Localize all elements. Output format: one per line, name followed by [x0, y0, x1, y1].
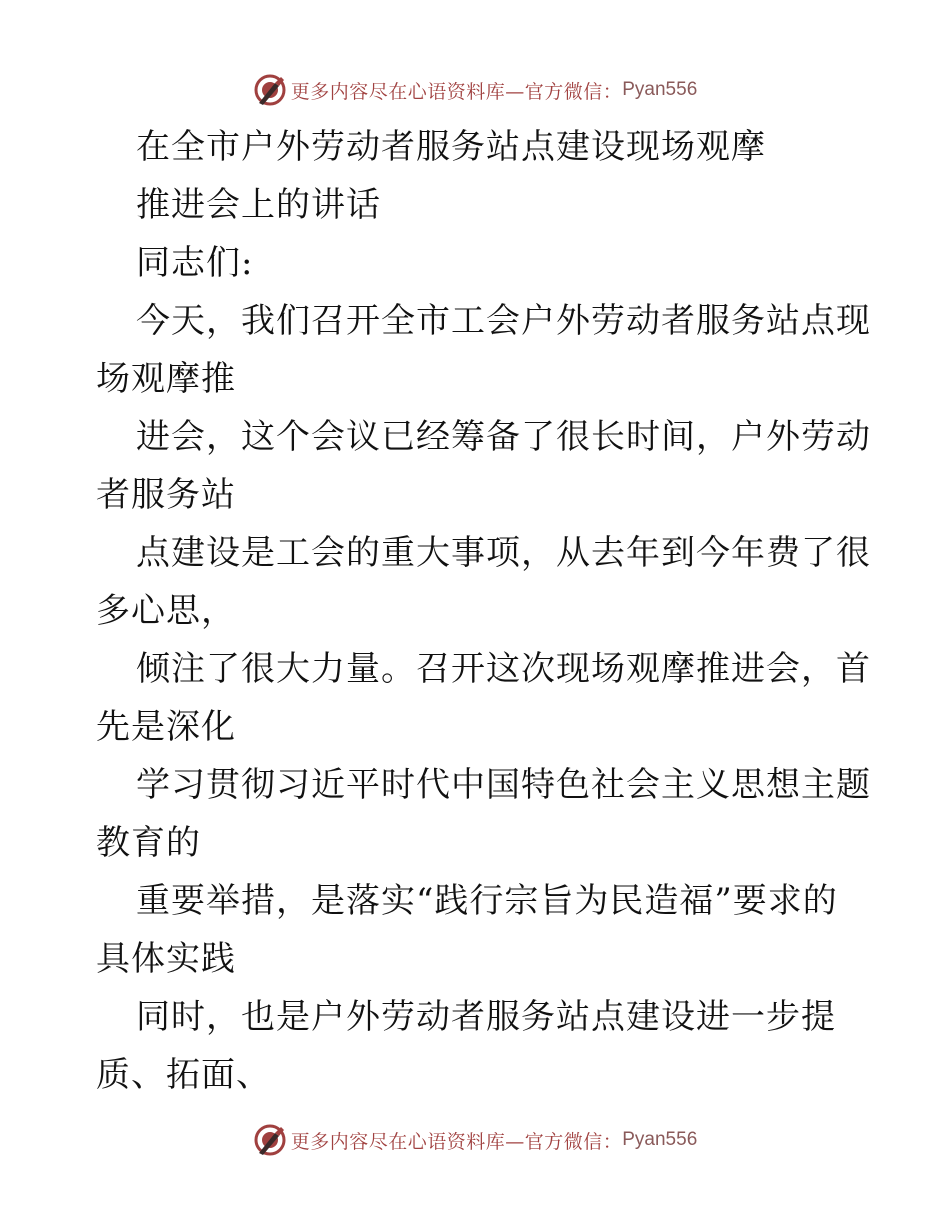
- banner-text: 更多内容尽在心语资料库—官方微信：: [290, 1130, 623, 1153]
- paragraph-line: 学习贯彻习近平时代中国特色社会主义思想主题: [136, 765, 871, 805]
- paragraph-line: 今天，我们召开全市工会户外劳动者服务站点现: [136, 301, 871, 341]
- paragraph-line: 先是深化: [96, 707, 236, 747]
- paragraph-line: 教育的: [96, 823, 201, 863]
- paragraph-line: 倾注了很大力量。召开这次现场观摩推进会，首: [136, 649, 871, 689]
- paragraph-line: 场观摩推: [96, 359, 236, 399]
- paragraph-line: 者服务站: [96, 475, 236, 515]
- title-line-1: 在全市户外劳动者服务站点建设现场观摩: [136, 127, 766, 167]
- paragraph-line: 具体实践: [96, 939, 236, 979]
- wechat-id: Pyan556: [622, 79, 698, 100]
- header-banner: [0, 70, 950, 110]
- paragraph-line: 同时，也是户外劳动者服务站点建设进一步提: [136, 997, 836, 1037]
- salutation: 同志们:: [136, 243, 254, 283]
- paragraph-line: 质、拓面、: [96, 1055, 271, 1095]
- wechat-id: Pyan556: [622, 1129, 698, 1150]
- footer-banner: [0, 1120, 950, 1160]
- title-line-2: 推进会上的讲话: [136, 185, 381, 225]
- paragraph-line: 点建设是工会的重大事项，从去年到今年费了很: [136, 533, 871, 573]
- pen-logo-icon: [253, 1123, 287, 1157]
- paragraph-line: 多心思，: [96, 591, 236, 631]
- paragraph-line: 进会，这个会议已经筹备了很长时间，户外劳动: [136, 417, 871, 457]
- document-body: [96, 118, 871, 1104]
- pen-logo-icon: [253, 73, 287, 107]
- paragraph-line: 重要举措，是落实“践行宗旨为民造福”要求的: [136, 881, 838, 921]
- banner-text: 更多内容尽在心语资料库—官方微信：: [290, 80, 623, 103]
